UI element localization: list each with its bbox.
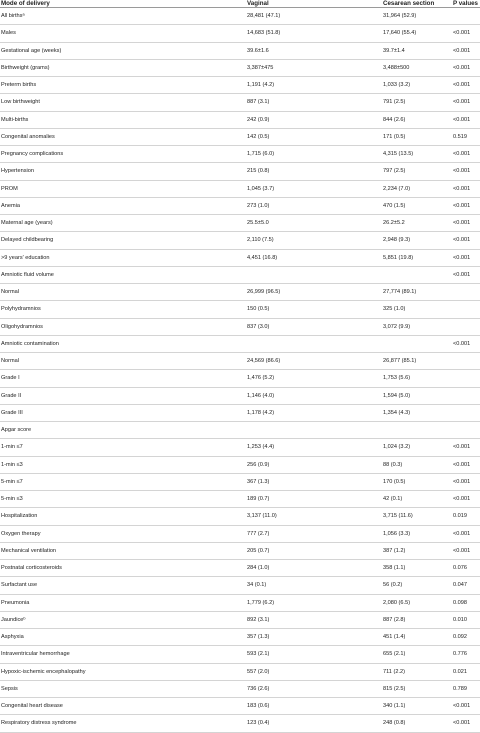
cesarean-value: 1,594 (5.0) [382, 387, 452, 404]
row-label: Grade III [0, 404, 246, 421]
vaginal-value: 1,191 (4.2) [246, 77, 382, 94]
table-row [0, 249, 480, 266]
p-value [452, 318, 480, 335]
row-label: Hypoxic-ischemic encephalopathy [0, 663, 246, 680]
row-label: Grade II [0, 387, 246, 404]
p-value: 0.789 [452, 680, 480, 697]
row-label: Polyhydramnios [0, 301, 246, 318]
table-row [0, 370, 480, 387]
p-value: <0.001 [452, 197, 480, 214]
table-row [0, 163, 480, 180]
cesarean-value: 170 (0.5) [382, 473, 452, 490]
vaginal-value: 736 (2.6) [246, 680, 382, 697]
vaginal-value: 183 (0.6) [246, 698, 382, 715]
table-row [0, 525, 480, 542]
p-value: <0.001 [452, 439, 480, 456]
table-row [0, 629, 480, 646]
cesarean-value: 815 (2.5) [382, 680, 452, 697]
table-row [0, 197, 480, 214]
table-row [0, 439, 480, 456]
p-value [452, 387, 480, 404]
row-label: 1-min ≤7 [0, 439, 246, 456]
table-row [0, 680, 480, 697]
row-label: Pregnancy complications [0, 146, 246, 163]
vaginal-value: 1,253 (4.4) [246, 439, 382, 456]
table-row [0, 42, 480, 59]
p-value: 0.092 [452, 629, 480, 646]
table-row [0, 715, 480, 732]
cesarean-value: 2,234 (7.0) [382, 180, 452, 197]
row-label: Amniotic contamination [0, 335, 246, 352]
cesarean-value: 3,488±500 [382, 59, 452, 76]
vaginal-value: 357 (1.3) [246, 629, 382, 646]
cesarean-value: 27,774 (89.1) [382, 284, 452, 301]
vaginal-value: 837 (3.0) [246, 318, 382, 335]
header-cesarean-section: Cesarean section [382, 0, 452, 8]
row-label: Congenital anomalies [0, 128, 246, 145]
row-label: Oligohydramnios [0, 318, 246, 335]
table-row [0, 577, 480, 594]
vaginal-value: 256 (0.9) [246, 456, 382, 473]
row-label: Grade I [0, 370, 246, 387]
table-row [0, 266, 480, 283]
table-row [0, 215, 480, 232]
p-value [452, 301, 480, 318]
table-row [0, 335, 480, 352]
row-label: Jaundiceᵇ [0, 611, 246, 628]
p-value: <0.001 [452, 456, 480, 473]
cesarean-value: 4,315 (13.5) [382, 146, 452, 163]
table-row [0, 301, 480, 318]
table-row [0, 146, 480, 163]
cesarean-value: 1,033 (3.2) [382, 77, 452, 94]
row-label: 5-min ≤7 [0, 473, 246, 490]
p-value: <0.001 [452, 715, 480, 732]
vaginal-value: 242 (0.9) [246, 111, 382, 128]
cesarean-value: 711 (2.2) [382, 663, 452, 680]
p-value: 0.076 [452, 560, 480, 577]
cesarean-value: 31,964 (52.9) [382, 8, 452, 25]
cesarean-value: 470 (1.5) [382, 197, 452, 214]
p-value: <0.001 [452, 146, 480, 163]
row-label: Delayed childbearing [0, 232, 246, 249]
cesarean-value: 171 (0.5) [382, 128, 452, 145]
cesarean-value: 56 (0.2) [382, 577, 452, 594]
p-value: 0.776 [452, 646, 480, 663]
vaginal-value: 34 (0.1) [246, 577, 382, 594]
vaginal-value: 1,178 (4.2) [246, 404, 382, 421]
table-row [0, 180, 480, 197]
vaginal-value: 593 (2.1) [246, 646, 382, 663]
vaginal-value: 892 (3.1) [246, 611, 382, 628]
cesarean-value: 1,354 (4.3) [382, 404, 452, 421]
cesarean-value [382, 266, 452, 283]
header-mode-of-delivery: Mode of delivery [0, 0, 246, 8]
cesarean-value: 340 (1.1) [382, 698, 452, 715]
p-value [452, 404, 480, 421]
p-value: <0.001 [452, 94, 480, 111]
table-row [0, 508, 480, 525]
table-row [0, 284, 480, 301]
cesarean-value: 1,024 (3.2) [382, 439, 452, 456]
cesarean-value: 655 (2.1) [382, 646, 452, 663]
p-value: <0.001 [452, 59, 480, 76]
vaginal-value: 14,683 (51.8) [246, 25, 382, 42]
vaginal-value [246, 266, 382, 283]
vaginal-value: 4,451 (16.8) [246, 249, 382, 266]
row-label: Multi-births [0, 111, 246, 128]
header-p-values: P values [453, 0, 478, 7]
table-row [0, 422, 480, 439]
p-value: <0.001 [452, 42, 480, 59]
row-label: 1-min ≤3 [0, 456, 246, 473]
p-value: <0.001 [452, 77, 480, 94]
row-label: Respiratory distress syndrome [0, 715, 246, 732]
cesarean-value: 2,948 (9.3) [382, 232, 452, 249]
cesarean-value: 451 (1.4) [382, 629, 452, 646]
vaginal-value: 24,569 (86.6) [246, 353, 382, 370]
p-value: 0.019 [452, 508, 480, 525]
table-row [0, 25, 480, 42]
p-value: 0.047 [452, 577, 480, 594]
row-label: Asphyxia [0, 629, 246, 646]
vaginal-value: 1,715 (6.0) [246, 146, 382, 163]
header-vaginal: Vaginal [246, 0, 382, 8]
p-value: <0.001 [452, 215, 480, 232]
table-row [0, 542, 480, 559]
row-label: Apgar score [0, 422, 246, 439]
cesarean-value [382, 335, 452, 352]
cesarean-value [382, 422, 452, 439]
cesarean-value: 3,072 (9.9) [382, 318, 452, 335]
p-value: <0.001 [452, 491, 480, 508]
cesarean-value: 26,877 (85.1) [382, 353, 452, 370]
cesarean-value: 887 (2.8) [382, 611, 452, 628]
table-row [0, 663, 480, 680]
row-label: Normal [0, 353, 246, 370]
p-value [452, 284, 480, 301]
vaginal-value: 26,999 (96.5) [246, 284, 382, 301]
vaginal-value [246, 335, 382, 352]
p-value: <0.001 [452, 698, 480, 715]
row-label: 5-min ≤3 [0, 491, 246, 508]
cesarean-value: 248 (0.8) [382, 715, 452, 732]
vaginal-value: 150 (0.5) [246, 301, 382, 318]
table-row [0, 473, 480, 490]
p-value: <0.001 [452, 542, 480, 559]
cesarean-value: 2,080 (6.5) [382, 594, 452, 611]
row-label: Gestational age (weeks) [0, 42, 246, 59]
p-value: <0.001 [452, 266, 480, 283]
cesarean-value: 791 (2.5) [382, 94, 452, 111]
table-row [0, 646, 480, 663]
table-row [0, 594, 480, 611]
cesarean-value: 797 (2.5) [382, 163, 452, 180]
table-row [0, 318, 480, 335]
vaginal-value: 3,387±475 [246, 59, 382, 76]
p-value: 0.098 [452, 594, 480, 611]
row-label: Postnatal corticosteroids [0, 560, 246, 577]
row-label: Birthweight (grams) [0, 59, 246, 76]
p-value: <0.001 [452, 111, 480, 128]
p-value: <0.001 [452, 473, 480, 490]
row-label: >9 years' education [0, 249, 246, 266]
p-value: <0.001 [452, 249, 480, 266]
table-row [0, 404, 480, 421]
vaginal-value: 25.5±5.0 [246, 215, 382, 232]
cesarean-value: 387 (1.2) [382, 542, 452, 559]
row-label: Low birthweight [0, 94, 246, 111]
table-row [0, 456, 480, 473]
cesarean-value: 17,640 (55.4) [382, 25, 452, 42]
row-label: Normal [0, 284, 246, 301]
p-value [452, 370, 480, 387]
row-label: Oxygen therapy [0, 525, 246, 542]
cesarean-value: 325 (1.0) [382, 301, 452, 318]
table-row [0, 611, 480, 628]
table-row [0, 59, 480, 76]
vaginal-value [246, 422, 382, 439]
row-label: All birthsᵃ [0, 8, 246, 25]
table-row [0, 232, 480, 249]
vaginal-value: 1,045 (3.7) [246, 180, 382, 197]
cesarean-value: 42 (0.1) [382, 491, 452, 508]
p-value: 0.021 [452, 663, 480, 680]
row-label: Sepsis [0, 680, 246, 697]
cesarean-value: 26.2±5.2 [382, 215, 452, 232]
table-row [0, 94, 480, 111]
vaginal-value: 1,779 (6.2) [246, 594, 382, 611]
row-label: Maternal age (years) [0, 215, 246, 232]
row-label: Hospitalization [0, 508, 246, 525]
table-header-row [0, 0, 480, 8]
row-label: Pneumonia [0, 594, 246, 611]
vaginal-value: 142 (0.5) [246, 128, 382, 145]
p-value [452, 422, 480, 439]
p-value: <0.001 [452, 25, 480, 42]
table-row [0, 111, 480, 128]
p-value: <0.001 [452, 180, 480, 197]
table-row [0, 387, 480, 404]
row-label: Mechanical ventilation [0, 542, 246, 559]
p-value: 0.010 [452, 611, 480, 628]
cesarean-value: 844 (2.6) [382, 111, 452, 128]
vaginal-value: 2,110 (7.5) [246, 232, 382, 249]
table-body [0, 8, 480, 733]
p-value: <0.001 [452, 335, 480, 352]
row-label: PROM [0, 180, 246, 197]
row-label: Surfactant use [0, 577, 246, 594]
row-label: Males [0, 25, 246, 42]
table-row [0, 353, 480, 370]
p-value [452, 8, 480, 25]
vaginal-value: 367 (1.3) [246, 473, 382, 490]
p-value [452, 353, 480, 370]
table-row [0, 128, 480, 145]
vaginal-value: 123 (0.4) [246, 715, 382, 732]
p-value: 0.519 [452, 128, 480, 145]
cesarean-value: 88 (0.3) [382, 456, 452, 473]
p-value: <0.001 [452, 525, 480, 542]
row-label: Congenital heart disease [0, 698, 246, 715]
row-label: Preterm births [0, 77, 246, 94]
vaginal-value: 189 (0.7) [246, 491, 382, 508]
table-row [0, 491, 480, 508]
vaginal-value: 273 (1.0) [246, 197, 382, 214]
vaginal-value: 3,137 (11.0) [246, 508, 382, 525]
table-row [0, 560, 480, 577]
p-value: <0.001 [452, 163, 480, 180]
cesarean-value: 3,715 (11.6) [382, 508, 452, 525]
vaginal-value: 887 (3.1) [246, 94, 382, 111]
vaginal-value: 777 (2.7) [246, 525, 382, 542]
vaginal-value: 39.6±1.6 [246, 42, 382, 59]
row-label: Amniotic fluid volume [0, 266, 246, 283]
cesarean-value: 358 (1.1) [382, 560, 452, 577]
vaginal-value: 28,481 (47.1) [246, 8, 382, 25]
cesarean-value: 1,753 (5.6) [382, 370, 452, 387]
vaginal-value: 557 (2.0) [246, 663, 382, 680]
vaginal-value: 215 (0.8) [246, 163, 382, 180]
row-label: Hypertension [0, 163, 246, 180]
row-label: Anemia [0, 197, 246, 214]
p-value: <0.001 [452, 232, 480, 249]
table-row [0, 77, 480, 94]
table-row [0, 8, 480, 25]
vaginal-value: 284 (1.0) [246, 560, 382, 577]
vaginal-value: 1,146 (4.0) [246, 387, 382, 404]
vaginal-value: 205 (0.7) [246, 542, 382, 559]
cesarean-value: 5,851 (19.8) [382, 249, 452, 266]
vaginal-value: 1,476 (5.2) [246, 370, 382, 387]
cesarean-value: 39.7±1.4 [382, 42, 452, 59]
table-row [0, 698, 480, 715]
row-label: Intraventricular hemorrhage [0, 646, 246, 663]
cesarean-value: 1,056 (3.3) [382, 525, 452, 542]
